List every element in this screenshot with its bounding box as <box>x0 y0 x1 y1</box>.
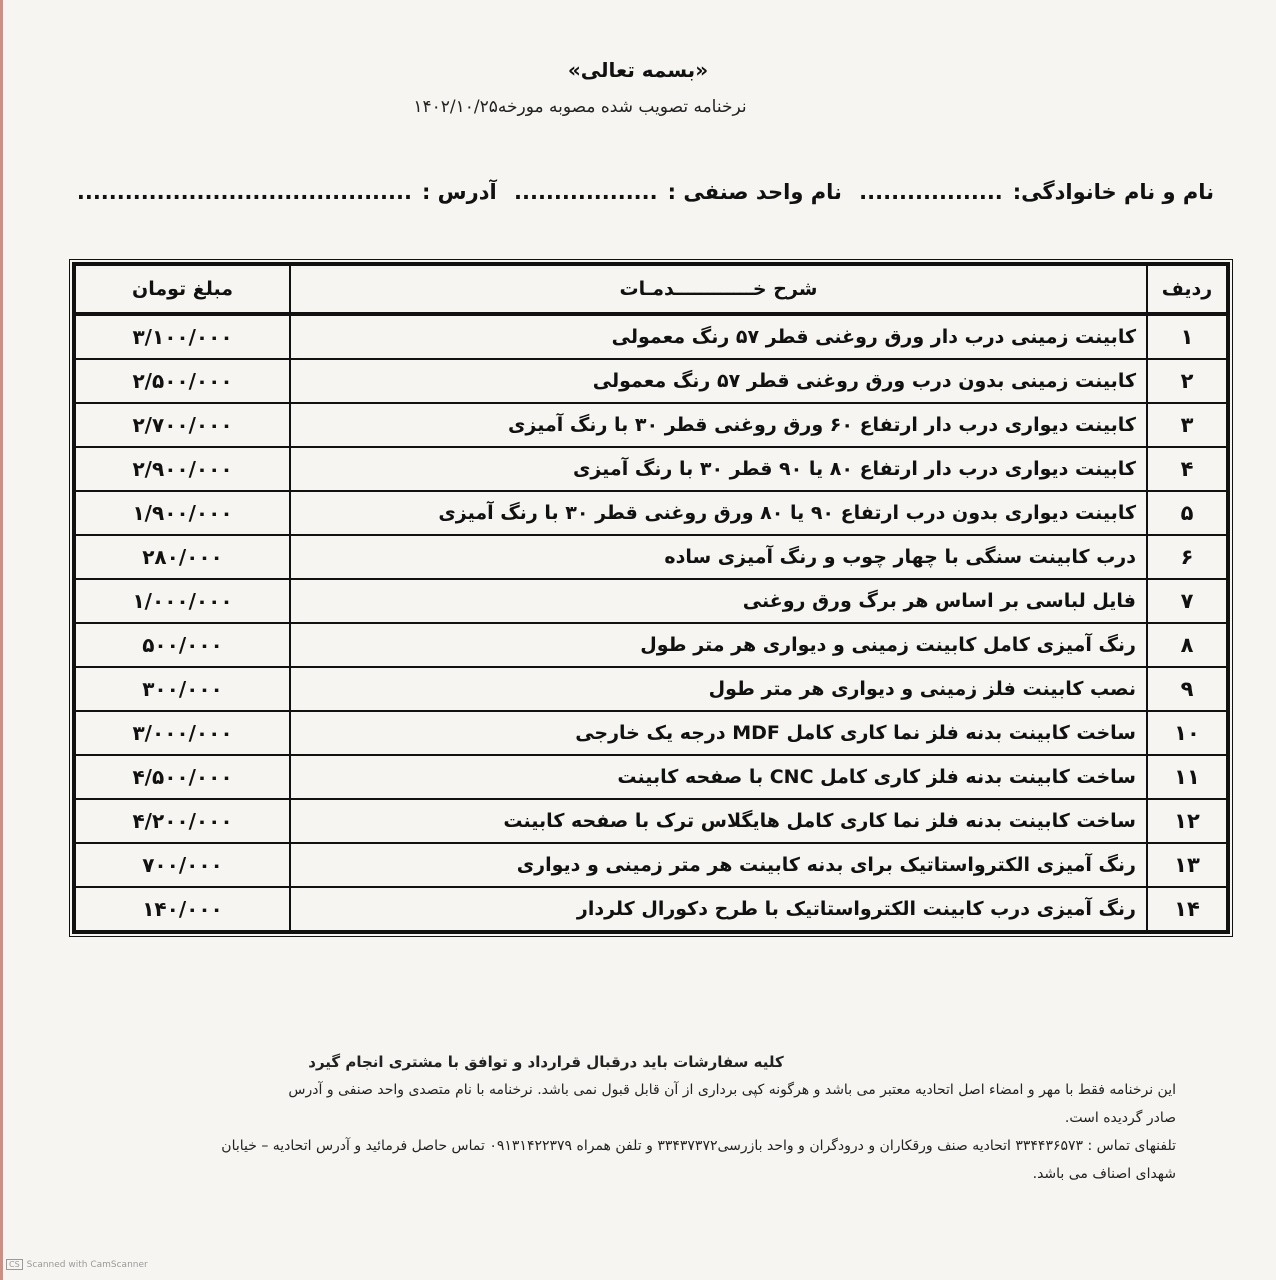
table-header-row <box>75 265 1227 315</box>
address-field[interactable]: .......................................... <box>76 180 412 204</box>
notes-line-3: تلفنهای تماس : ۳۳۴۴۳۶۵۷۳ اتحادیه صنف ورقکاران و درودگران و واحد بازرسی۳۳۴۳۷۳۷۲ و تلفن همراه ۰۹۱۳۱۴۲۲۳۷۹ تماس حاصل فرمائید و آدرس اتحادیه – خیابان <box>221 1138 1176 1154</box>
row-description: رنگ آمیزی کامل کابینت زمینی و دیواری هر متر طول <box>290 623 1147 667</box>
row-amount: ۴/۵۰۰/۰۰۰ <box>75 755 290 799</box>
row-number: ۱۳ <box>1147 843 1227 887</box>
table-row <box>75 623 1227 667</box>
unit-field[interactable]: .................. <box>514 180 658 204</box>
row-number: ۱۴ <box>1147 887 1227 931</box>
row-description: کابینت دیواری درب دار ارتفاع ۸۰ یا ۹۰ قطر ۳۰ با رنگ آمیزی <box>290 447 1147 491</box>
table-row <box>75 799 1227 843</box>
unit-label: نام واحد صنفی : <box>667 180 842 204</box>
row-description: کابینت دیواری درب دار ارتفاع ۶۰ ورق روغنی قطر ۳۰ با رنگ آمیزی <box>290 403 1147 447</box>
notes-line-2: صادر گردیده است. <box>1064 1110 1176 1126</box>
row-number: ۳ <box>1147 403 1227 447</box>
form-fields <box>76 180 1214 204</box>
row-description: درب کابینت سنگی با چهار چوب و رنگ آمیزی ساده <box>290 535 1147 579</box>
row-description: کابینت دیواری بدون درب ارتفاع ۹۰ یا ۸۰ ورق روغنی قطر ۳۰ با رنگ آمیزی <box>290 491 1147 535</box>
notes <box>56 1048 1176 1188</box>
page-edge <box>0 0 3 1280</box>
row-description: کابینت زمینی درب دار ورق روغنی قطر ۵۷ رنگ معمولی <box>290 315 1147 359</box>
name-field[interactable]: .................. <box>859 180 1003 204</box>
name-label: نام و نام خانوادگی: <box>1012 180 1214 204</box>
header-amount: مبلغ تومان <box>75 265 290 315</box>
row-number: ۶ <box>1147 535 1227 579</box>
table-row <box>75 579 1227 623</box>
row-number: ۴ <box>1147 447 1227 491</box>
table-row <box>75 359 1227 403</box>
row-description: ساخت کابینت بدنه فلز کاری کامل CNC با صفحه کابینت <box>290 755 1147 799</box>
watermark-text: Scanned with CamScanner <box>26 1259 148 1270</box>
row-number: ۷ <box>1147 579 1227 623</box>
row-description: رنگ آمیزی الکترواستاتیک برای بدنه کابینت هر متر زمینی و دیواری <box>290 843 1147 887</box>
row-number: ۵ <box>1147 491 1227 535</box>
row-amount: ۲/۹۰۰/۰۰۰ <box>75 447 290 491</box>
table-row <box>75 755 1227 799</box>
table-row <box>75 403 1227 447</box>
row-description: ساخت کابینت بدنه فلز نما کاری کامل MDF درجه یک خارجی <box>290 711 1147 755</box>
table-row <box>75 887 1227 931</box>
row-amount: ۳۰۰/۰۰۰ <box>75 667 290 711</box>
table-row <box>75 447 1227 491</box>
row-description: فایل لباسی بر اساس هر برگ ورق روغنی <box>290 579 1147 623</box>
row-amount: ۳/۱۰۰/۰۰۰ <box>75 315 290 359</box>
row-number: ۱ <box>1147 315 1227 359</box>
table-row <box>75 315 1227 359</box>
address-label: آدرس : <box>421 180 497 204</box>
row-amount: ۲/۵۰۰/۰۰۰ <box>75 359 290 403</box>
page-subtitle: نرخنامه تصویب شده مصوبه مورخه۱۴۰۲/۱۰/۲۵ <box>413 97 747 117</box>
header-description: شرح خــــــــــــدمـات <box>290 265 1147 315</box>
row-amount: ۴/۲۰۰/۰۰۰ <box>75 799 290 843</box>
row-number: ۱۲ <box>1147 799 1227 843</box>
row-number: ۸ <box>1147 623 1227 667</box>
row-amount: ۲/۷۰۰/۰۰۰ <box>75 403 290 447</box>
row-description: کابینت زمینی بدون درب ورق روغنی قطر ۵۷ رنگ معمولی <box>290 359 1147 403</box>
row-amount: ۷۰۰/۰۰۰ <box>75 843 290 887</box>
table-row <box>75 535 1227 579</box>
rates-table <box>72 262 1230 934</box>
row-description: رنگ آمیزی درب کابینت الکترواستاتیک با طرح دکورال کلردار <box>290 887 1147 931</box>
notes-line-4: شهدای اصناف می باشد. <box>1032 1166 1176 1182</box>
row-amount: ۱/۰۰۰/۰۰۰ <box>75 579 290 623</box>
row-number: ۹ <box>1147 667 1227 711</box>
notes-line-1: این نرخنامه فقط با مهر و امضاء اصل اتحادیه معتبر می باشد و هرگونه کپی برداری از آن قابل قبول نمی باشد. نرخنامه با نام متصدی واحد صنفی و آدرس <box>288 1082 1176 1098</box>
table-row <box>75 711 1227 755</box>
table-row <box>75 491 1227 535</box>
row-amount: ۵۰۰/۰۰۰ <box>75 623 290 667</box>
table-row <box>75 667 1227 711</box>
camscanner-icon: CS <box>6 1259 23 1270</box>
row-number: ۲ <box>1147 359 1227 403</box>
row-description: نصب کابینت فلز زمینی و دیواری هر متر طول <box>290 667 1147 711</box>
table-row <box>75 843 1227 887</box>
row-description: ساخت کابینت بدنه فلز نما کاری کامل هایگلاس ترک با صفحه کابینت <box>290 799 1147 843</box>
scanner-watermark <box>6 1259 148 1270</box>
notes-bold: کلیه سفارشات باید درقبال قرارداد و توافق با مشتری انجام گیرد <box>308 1053 784 1071</box>
header-row-number: ردیف <box>1147 265 1227 315</box>
row-number: ۱۱ <box>1147 755 1227 799</box>
row-amount: ۱۴۰/۰۰۰ <box>75 887 290 931</box>
row-amount: ۲۸۰/۰۰۰ <box>75 535 290 579</box>
row-amount: ۳/۰۰۰/۰۰۰ <box>75 711 290 755</box>
page-title: «بسمه تعالی» <box>567 58 709 82</box>
row-number: ۱۰ <box>1147 711 1227 755</box>
row-amount: ۱/۹۰۰/۰۰۰ <box>75 491 290 535</box>
